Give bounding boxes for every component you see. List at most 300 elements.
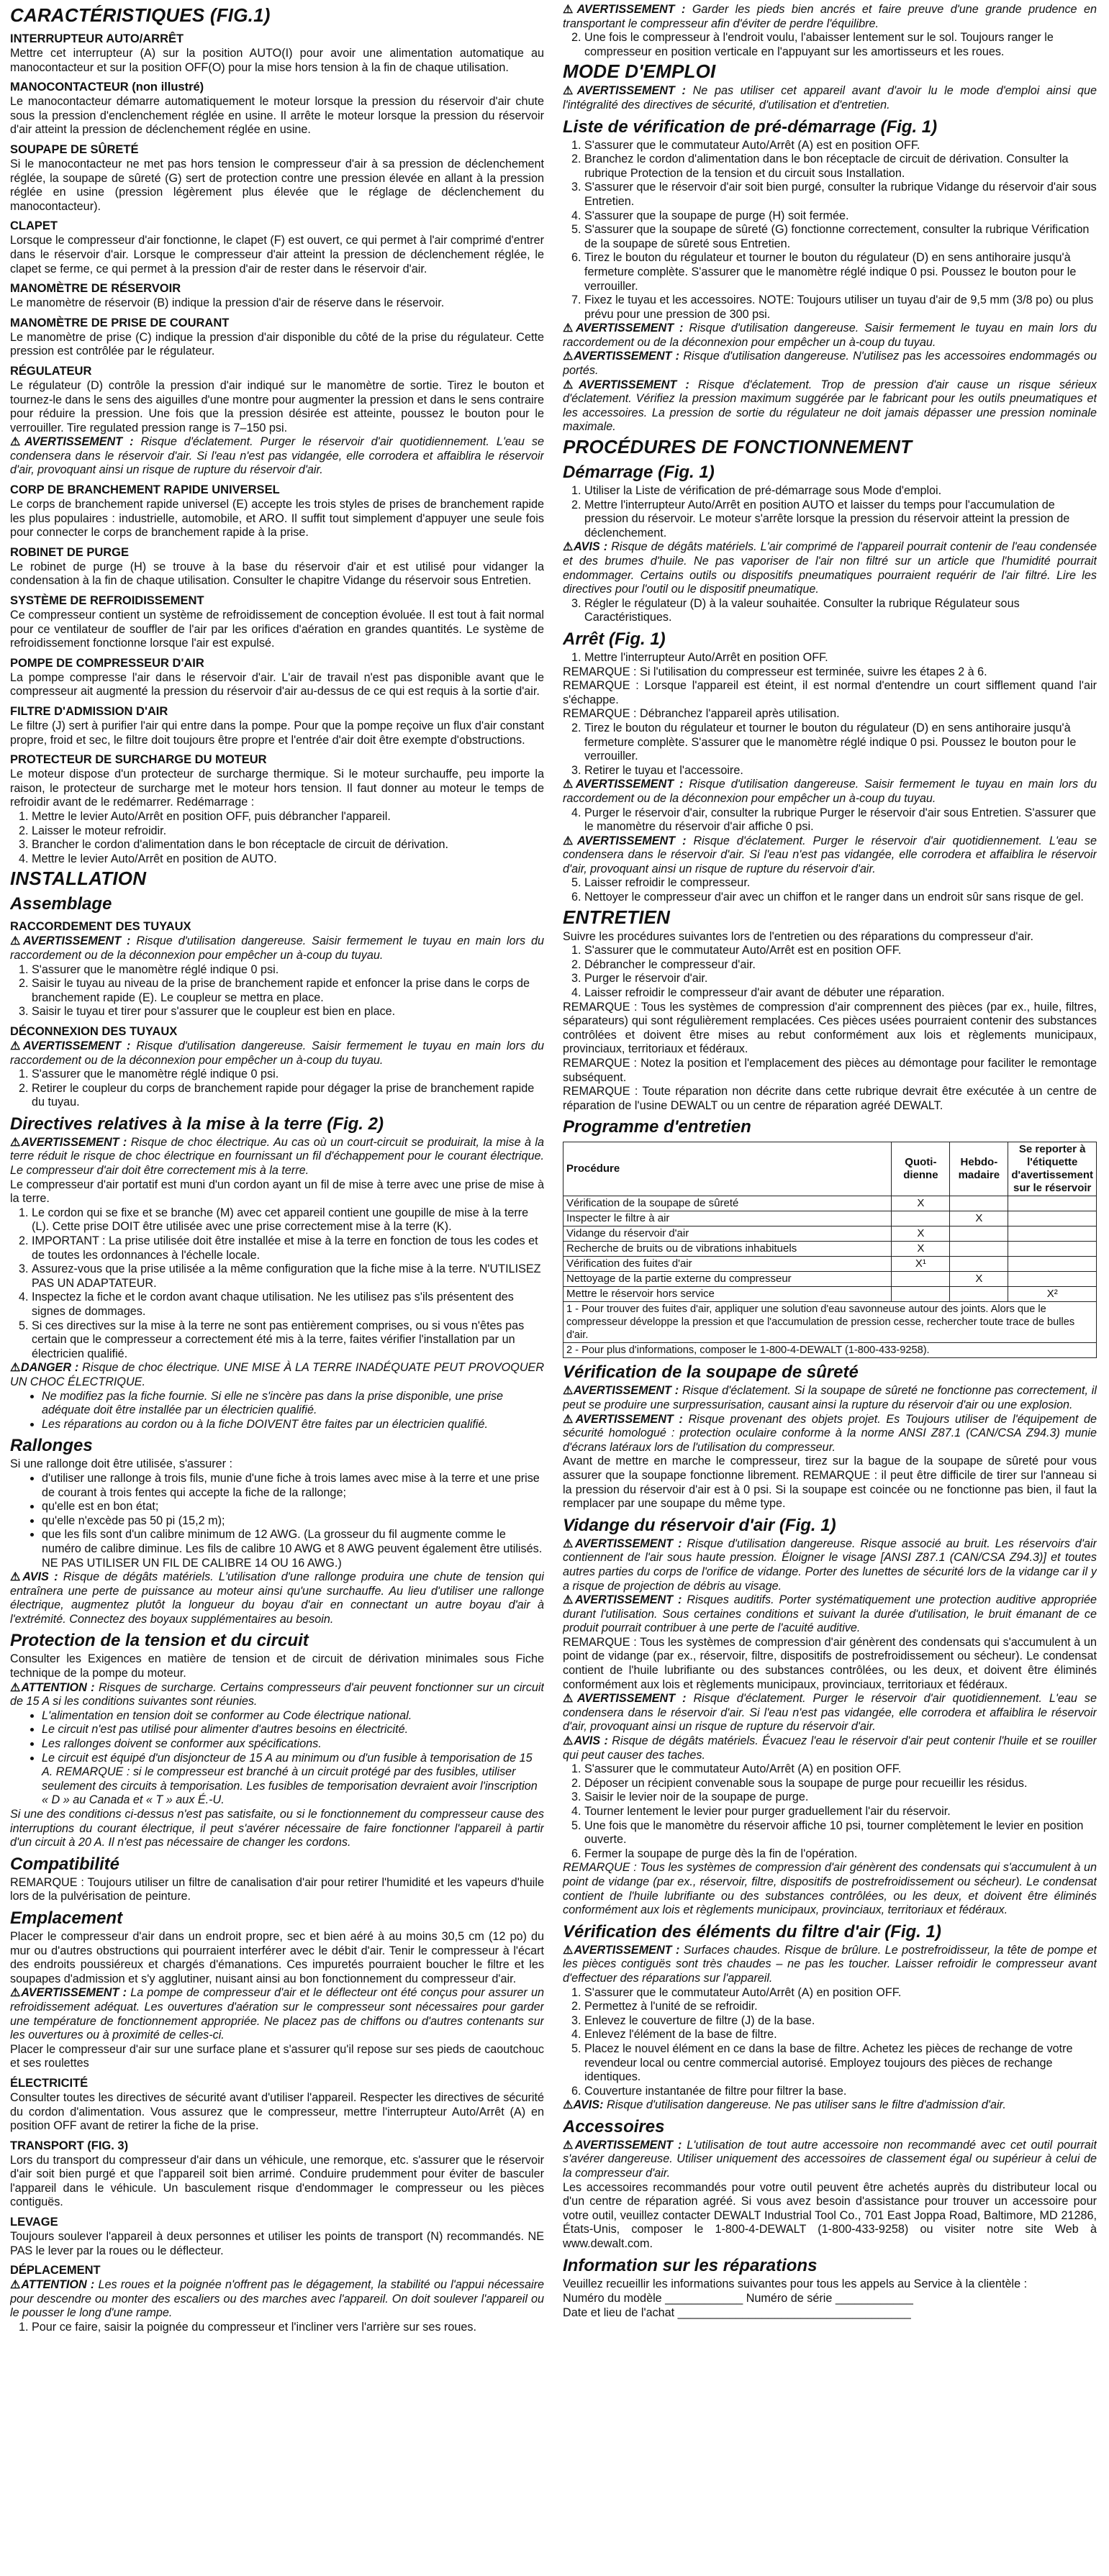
step-item: 6. Nettoyer le compresseur d'air avec un chiffon et le ranger dans un endroit sûr sans risque de gel. [584, 891, 1097, 905]
step-item: 4. Mettre le levier Auto/Arrêt en position de AUTO. [32, 852, 544, 867]
step-item: 1. Utiliser la Liste de vérification de pré-démarrage sous Mode d'emploi. [584, 484, 1097, 499]
warning-triangle-icon: ⚠ [10, 1986, 22, 2000]
warning-text: Risques de surcharge. Certains compresseurs d'air peuvent fonctionner sur un circuit de 15 A si les conditions suivantes sont réunies. [10, 1680, 544, 1708]
procedure-cell: Vérification de la soupape de sûreté [563, 1196, 892, 1211]
maintenance-table [563, 1142, 1097, 1358]
procedure-cell: Recherche de bruits ou de vibrations inhabituels [563, 1242, 892, 1257]
warning-label: AVERTISSEMENT : [575, 322, 684, 335]
warning-triangle-icon: ⚠ [10, 934, 23, 948]
paragraph: Le manomètre de réservoir (B) indique la pression d'air de réserve dans le réservoir. [10, 296, 445, 310]
warning-text: Risque d'utilisation dangereuse. N'utilisez pas les accessoires endommagés ou portés. [563, 350, 1097, 378]
warning-triangle-icon: ⚠ [563, 1692, 577, 1706]
bullet-item: • Les réparations au cordon ou à la fiche DOIVENT être faites par un électricien qualifié. [42, 1418, 544, 1432]
warning-label: AVERTISSEMENT : [576, 84, 686, 98]
warning-notice [10, 435, 544, 478]
warning-triangle-icon: ⚠ [563, 834, 577, 847]
paragraph: Le filtre (J) sert à purifier l'air qui entre dans la pompe. Pour que la pompe reçoive un flux d'air constant propre, froid et sec, le filtre doit toujours être propre et l'entrée d'air doit être exempte d'obstructions. [10, 719, 544, 747]
paragraph: Avant de mettre en marche le compresseur, tirez sur la bague de la soupape de sûreté pour vous assurer que la soupape fonctionne librement. REMARQUE : il peut être difficile de tirer sur l'anneau si la pression du réservoir d'air est à 0 psi. Si la soupape est coincée ou ne fonctionne pas bien, il faut la remplacer par une soupape du même type. [563, 1455, 1097, 1511]
warning-label: AVERTISSEMENT : [21, 1986, 127, 2000]
numbered-steps [563, 597, 1097, 625]
procedure-cell: Nettoyage de la partie externe du compresseur [563, 1272, 892, 1287]
info-field-line: Numéro du modèle ____________ Numéro de série ____________ [563, 2292, 913, 2306]
warning-notice [10, 1039, 544, 1068]
subsection-title: Arrêt (Fig. 1) [563, 629, 666, 649]
frequency-cell [1008, 1272, 1097, 1287]
table-header-row [563, 1142, 1097, 1196]
table-note-row [563, 1302, 1097, 1343]
step-item: 6. Couverture instantanée de filtre pour filtrer la base. [584, 2085, 1097, 2099]
warning-triangle-icon: ⚠ [563, 84, 577, 98]
warning-notice [563, 1692, 1097, 1734]
warning-text: Risque de choc électrique. Au cas où un court-circuit se produirait, la mise à la terre réduit le risque de choc électrique en fournissant un fil d'échappement pour le courant électrique. Le compresseur d'air doit être correctement mis à la terre. [10, 1135, 544, 1178]
column-header: Quoti-dienne [892, 1142, 950, 1196]
bullet-item: • L'alimentation en tension doit se conformer au Code électrique national. [42, 1709, 544, 1724]
paragraph: Placer le compresseur d'air sur une surface plane et s'assurer qu'il repose sur ses pieds de caoutchouc et ses roulettes [10, 2042, 544, 2070]
step-item: 1. Le cordon qui se fixe et se branche (M) avec cet appareil contient une goupille de mise à la terre (L). Cette prise DOIT être utilisée avec une prise correctement mise à la terre (K). [32, 1206, 544, 1234]
numbered-steps [563, 944, 1097, 1000]
warning-label: AVERTISSEMENT : [573, 1384, 679, 1398]
numbered-steps [563, 1986, 1097, 2099]
paragraph: Le manomètre de prise (C) indique la pression d'air disponible du côté de la prise du régulateur. Cette pression est contrôlée par le régulateur. [10, 330, 544, 358]
warning-label: DANGER : [20, 1361, 79, 1375]
numbered-steps [10, 963, 544, 1019]
step-item: 2. Déposer un récipient convenable sous la soupape de purge pour recueillir les résidus. [584, 1777, 1097, 1791]
step-item: 2. Tirez le bouton du régulateur et tourner le bouton du régulateur (D) en sens antihoraire jusqu'à fermeture complète. S'assurer que le manomètre réglé indique 0 psi. Poussez le bouton pour le verrouiller. [584, 722, 1097, 764]
frequency-cell [1008, 1226, 1097, 1242]
warning-notice [10, 2278, 544, 2321]
step-item: 4. Enlevez l'élément de la base de filtre. [584, 2028, 1097, 2042]
warning-notice [563, 2139, 1097, 2181]
warning-notice [10, 1681, 544, 1709]
step-item: 2. IMPORTANT : La prise utilisée doit être installée et mise à la terre en fonction de tous les codes et de toutes les ordonnances à l'échelle locale. [32, 1234, 544, 1262]
feature-heading: SYSTÈME DE REFROIDISSEMENT [10, 594, 204, 608]
table-row [563, 1287, 1097, 1302]
column-header: Se reporter à l'étiquette d'avertissement sur le réservoir [1008, 1142, 1097, 1196]
step-item: 3. Brancher le cordon d'alimentation dans le bon réceptacle de circuit de dérivation. [32, 838, 544, 852]
step-item: 4. Laisser refroidir le compresseur d'air avant de débuter une réparation. [584, 986, 1097, 1001]
warning-label: AVERTISSEMENT : [579, 378, 689, 391]
warning-triangle-icon: ⚠ [563, 540, 574, 554]
warning-triangle-icon: ⚠ [563, 1943, 574, 1957]
warning-triangle-icon: ⚠ [563, 350, 574, 363]
warning-label: AVERTISSEMENT : [22, 1039, 131, 1052]
frequency-cell [950, 1287, 1008, 1302]
warning-triangle-icon: ⚠ [563, 1734, 574, 1748]
warning-text: Risque d'éclatement. Trop de pression d'air cause un risque sérieux d'éclatement. Vérifiez la pression maximum suggérée par le fabricant pour les outils pneumatiques et les accessoires. La pression de sortie du régulateur ne doit jamais dépasser une pression nominale maximale. [563, 378, 1097, 434]
column-header: Procédure [563, 1142, 892, 1196]
bullet-item: • Le circuit n'est pas utilisé pour alimenter d'autres besoins en électricité. [42, 1723, 544, 1737]
warning-triangle-icon: ⚠ [10, 1361, 21, 1375]
warning-text: Ne pas utiliser cet appareil avant d'avoir lu le mode d'emploi ainsi que l'intégralité des directives de sécurité, d'utilisation et d'entretien. [563, 84, 1097, 111]
paragraph: REMARQUE : Notez la position et l'emplacement des pièces au démontage pour faciliter le remontage subséquent. [563, 1057, 1097, 1084]
left-column [10, 3, 544, 2576]
paragraph: REMARQUE : Débranchez l'appareil après utilisation. [563, 707, 840, 721]
warning-label: ATTENTION : [21, 1680, 95, 1694]
warning-notice [563, 1944, 1097, 1986]
warning-triangle-icon: ⚠ [10, 435, 24, 449]
subsection-title: Assemblage [10, 894, 112, 914]
frequency-cell: X [892, 1226, 950, 1242]
warning-label: AVERTISSEMENT : [574, 1593, 682, 1607]
step-item: 1. Mettre le levier Auto/Arrêt en position OFF, puis débrancher l'appareil. [32, 810, 544, 824]
subsection-title: Vidange du réservoir d'air (Fig. 1) [563, 1515, 836, 1535]
paragraph: REMARQUE : Tous les systèmes de compression d'air génèrent des condensats qui s'accumulent à un point de vidange (par ex., réservoir, filtre, dispositifs de postrefroidissement ou sécheur). Le condensat contient de l'huile lubrifiante ou des substances contrôlées, ou les deux, et doivent être éliminés conformément aux lois et règlements municipaux, provinciaux, territoriaux et fédéraux. [563, 1635, 1097, 1691]
bullet-item: • d'utiliser une rallonge à trois fils, munie d'une fiche à trois lames avec mise à la terre et une prise de courant à trois fentes qui accepte la fiche de la rallonge; [42, 1472, 544, 1500]
step-item: 3. Retirer le tuyau et l'accessoire. [584, 764, 1097, 778]
warning-text: Risque de dégâts matériels. L'utilisation d'une rallonge produira une chute de tension qui entraînera une perte de puissance au moteur ainsi qu'une surchauffe. Au lieu d'utiliser une rallonge électrique, augmentez plutôt la longueur du boyau d'air en connectant un autre boyau d'air à l'extrémité. Connectez des boyaux supplémentaires au besoin. [10, 1570, 544, 1626]
warning-text: Garder les pieds bien ancrés et faire preuve d'une grande prudence en transportant le compresseur afin d'éviter de perdre l'équilibre. [563, 3, 1097, 30]
paragraph: REMARQUE : Si l'utilisation du compresseur est terminée, suivre les étapes 2 à 6. [563, 665, 987, 678]
feature-heading: ÉLECTRICITÉ [10, 2076, 89, 2090]
warning-notice [563, 350, 1097, 378]
paragraph: Toujours soulever l'appareil à deux personnes et utiliser les points de transport (N) recommandés. NE PAS le lever par la roues ou le déflecteur. [10, 2230, 544, 2257]
warning-triangle-icon: ⚠ [563, 1412, 576, 1426]
warning-notice [563, 778, 1097, 806]
step-item: 2. Débrancher le compresseur d'air. [584, 958, 1097, 973]
numbered-steps [563, 651, 1097, 665]
step-item: 5. Une fois que le manomètre du réservoir affiche 10 psi, tourner complètement le levier en position ouverte. [584, 1819, 1097, 1847]
feature-heading: MANOMÈTRE DE RÉSERVOIR [10, 282, 181, 296]
frequency-cell: X [950, 1272, 1008, 1287]
warning-label: AVERTISSEMENT : [575, 778, 684, 791]
warning-label: AVIS: [573, 2098, 604, 2112]
warning-triangle-icon: ⚠ [563, 378, 579, 391]
numbered-steps [563, 31, 1097, 59]
step-item: 5. Placez le nouvel élément en ce dans la base de filtre. Achetez les pièces de rechange de votre revendeur local ou centre commercial autorisé. Employez toujours des pièces de rechange identiques. [584, 2042, 1097, 2085]
paragraph: Le régulateur (D) contrôle la pression d'air indiqué sur le manomètre de sortie. Tirez le bouton et tournez-le dans le sens des aiguilles d'une montre pour augmenter la pression et dans le sens contraire pour réduire la pression. Une fois que la pression désirée est atteinte, poussez le bouton pour le verrouiller. Tire regulated pression range is 7–150 psi. [10, 378, 544, 434]
paragraph: Si une rallonge doit être utilisée, s'assurer : [10, 1457, 233, 1471]
warning-label: ATTENTION : [21, 2278, 95, 2292]
table-row [563, 1242, 1097, 1257]
bullet-item: • qu'elle n'excède pas 50 pi (15,2 m); [42, 1514, 544, 1529]
paragraph: Lorsque le compresseur d'air fonctionne, le clapet (F) est ouvert, ce qui permet à l'air comprimé d'entrer dans le réservoir d'air. Lorsque le compresseur d'air atteint la pression de déclenchement réglée, le clapet se ferme, ce qui permet à la pression d'air de rester dans le réservoir d'air. [10, 234, 544, 276]
warning-triangle-icon: ⚠ [563, 322, 576, 335]
paragraph: Si le manocontacteur ne met pas hors tension le compresseur d'air à sa pression de déclenchement réglée, la soupape de sûreté (G) sert de protection contre une pression élevée en allant à la pression réglée en usine (pression légèrement plus élevée que le réglage de déclenchement du manocontacteur). [10, 157, 544, 213]
warning-label: AVERTISSEMENT : [24, 435, 134, 449]
feature-heading: MANOCONTACTEUR (non illustré) [10, 81, 204, 94]
warning-notice [10, 1986, 544, 2042]
warning-label: AVERTISSEMENT : [576, 834, 687, 847]
numbered-steps [10, 1068, 544, 1110]
warning-text: Risque d'utilisation dangereuse. Ne pas utiliser sans le filtre d'admission d'air. [607, 2098, 1006, 2112]
step-item: 2. Branchez le cordon d'alimentation dans le bon réceptacle de circuit de dérivation. Consulter la rubrique Protection de la tension et du circuit sous Installation. [584, 153, 1097, 181]
step-item: 4. Purger le réservoir d'air, consulter la rubrique Purger le réservoir d'air sous Entretien. S'assurer que le manomètre du réservoir d'air affiche 0 psi. [584, 806, 1097, 834]
step-item: 1. S'assurer que le commutateur Auto/Arrêt (A) en position OFF. [584, 1762, 1097, 1777]
step-item: 5. Laisser refroidir le compresseur. [584, 876, 1097, 891]
step-item: 1. Pour ce faire, saisir la poignée du compresseur et l'incliner vers l'arrière sur ses roues. [32, 2321, 544, 2335]
step-item: 2. Une fois le compresseur à l'endroit voulu, l'abaisser lentement sur le sol. Toujours ranger le compresseur en position verticale en l'appuyant sur les amortisseurs et les roues. [584, 31, 1097, 59]
warning-label: AVERTISSEMENT : [22, 934, 131, 948]
feature-heading: RACCORDEMENT DES TUYAUX [10, 920, 191, 934]
bullet-item: • Le circuit est équipé d'un disjoncteur de 15 A au minimum ou d'un fusible à temporisation de 15 A. REMARQUE : si le compresseur est branché à un circuit protégé par des fusibles, utiliser seulement des circuits à temporisation. Les fusibles de temporisation devraient avoir l'inscription « D » au Canada et « T » aux É.-U. [42, 1752, 544, 1808]
step-item: 1. S'assurer que le manomètre réglé indique 0 psi. [32, 1068, 544, 1082]
numbered-steps [563, 1762, 1097, 1861]
numbered-steps [563, 722, 1097, 778]
warning-notice [563, 2098, 1097, 2113]
paragraph: REMARQUE : Toujours utiliser un filtre de canalisation d'air pour retirer l'humidité et les vapeurs d'huile lors de la pulvérisation de peinture. [10, 1875, 544, 1903]
step-item: 5. S'assurer que la soupape de sûreté (G) fonctionne correctement, consulter la rubrique Vérification de la soupape de sûreté sous Entretien. [584, 223, 1097, 251]
frequency-cell: X¹ [892, 1257, 950, 1272]
paragraph: Ce compresseur contient un système de refroidissement de conception évoluée. Il est tout à fait normal pour ce ventilateur de souffler de l'air par les orifices d'aération en grandes quantités. Le système de refroidissement fonctionne lorsque l'air est expulsé. [10, 609, 544, 650]
warning-label: AVIS : [574, 540, 608, 554]
warning-triangle-icon: ⚠ [563, 778, 576, 791]
warning-triangle-icon: ⚠ [563, 1537, 576, 1550]
frequency-cell [1008, 1257, 1097, 1272]
step-item: 2. Mettre l'interrupteur Auto/Arrêt en position AUTO et laisser du temps pour l'accumulation de pression du réservoir. Le moteur s'arrête lorsque la pression du réservoir atteint la pression de déclenchement. [584, 499, 1097, 541]
warning-text: Risques auditifs. Porter systématiquement une protection auditive appropriée durant l'utilisation. Sous certaines conditions et suivant la durée d'utilisation, le bruit émanant de ce produit pourrait contribuer à une perte de l'acuité auditive. [563, 1593, 1097, 1635]
warning-notice [563, 378, 1097, 434]
paragraph: Le compresseur d'air portatif est muni d'un cordon ayant un fil de mise à terre avec une prise de mise à la terre. [10, 1178, 544, 1206]
bullet-item: • qu'elle est en bon état; [42, 1500, 544, 1514]
subsection-title: Vérification de la soupape de sûreté [563, 1362, 859, 1383]
warning-text: Risque d'éclatement. Purger le réservoir d'air quotidiennement. L'eau se condensera dans le réservoir d'air. Si l'eau n'est pas vidangée, elle corrodera et affaiblira le réservoir d'air, provoquant ainsi un risque de rupture du réservoir d'air. [10, 435, 544, 477]
warning-text: La pompe de compresseur d'air et le déflecteur ont été conçus pour assurer un refroidissement adéquat. Les ouvertures d'aération sur le compresseur sont nécessaires pour garder une température de fonctionnement appropriée. Ne placez pas de chiffons ou d'autres contenants sur les ouvertures ou à proximité de celles-ci. [10, 1986, 544, 2042]
warning-text: Risque de choc électrique. UNE MISE À LA TERRE INADÉQUATE PEUT PROVOQUER UN CHOC ÉLECTRIQUE. [10, 1361, 544, 1388]
frequency-cell [1008, 1196, 1097, 1211]
italic-notice: REMARQUE : Tous les systèmes de compression d'air génèrent des condensats qui s'accumulent à un point de vidange (par ex., réservoir, filtre, dispositifs de postrefroidissement ou sécheur). Le condensat contient de l'huile lubrifiante ou des substances contrôlées, ou les deux, et doivent être éliminés conformément aux lois et règlements municipaux, provinciaux, territoriaux et fédéraux. [563, 1861, 1097, 1917]
frequency-cell [892, 1287, 950, 1302]
feature-heading: LEVAGE [10, 2216, 58, 2229]
warning-notice [10, 1570, 544, 1626]
frequency-cell [1008, 1211, 1097, 1226]
paragraph: Consulter toutes les directives de sécurité avant d'utiliser l'appareil. Respecter les directives de sécurité du cordon d'alimentation. Vous assurez que le compresseur, mettre l'interrupteur Auto/Arrêt (A) en position OFF avant de retirer la fiche de la prise. [10, 2090, 544, 2133]
warning-notice [563, 540, 1097, 596]
warning-text: Risque de dégâts matériels. Évacuez l'eau le réservoir d'air peut contenir l'huile et se rouiller qui peut causer des taches. [563, 1734, 1097, 1762]
paragraph: Le robinet de purge (H) se trouve à la base du réservoir d'air et est utilisé pour vidanger la condensation à la fin de chaque utilisation. Consulter le chapitre Vidange du réservoir sous Entretien. [10, 560, 544, 588]
warning-notice [10, 934, 544, 962]
paragraph: Consulter les Exigences en matière de tension et de circuit de dérivation minimales sous Fiche technique de la pompe du moteur. [10, 1652, 544, 1680]
warning-notice [563, 3, 1097, 31]
frequency-cell: X² [1008, 1287, 1097, 1302]
warning-text: L'utilisation de tout autre accessoire non recommandé avec cet outil pourrait s'avérer dangereuse. Utiliser uniquement des accessoires de classement égal ou supérieur à celui de la compresseur d'air. [563, 2138, 1097, 2180]
warning-triangle-icon: ⚠ [10, 1680, 22, 1694]
warning-text: Risque d'éclatement. Si la soupape de sûreté ne fonctionne pas correctement, il peut se produire une surpressurisation, causant ainsi la rupture du réservoir d'air ou une explosion. [563, 1384, 1097, 1411]
warning-notice [563, 1413, 1097, 1455]
step-item: 1. S'assurer que le commutateur Auto/Arrêt (A) en position OFF. [584, 1986, 1097, 2001]
procedure-cell: Inspecter le filtre à air [563, 1211, 892, 1226]
bullet-item: • que les fils sont d'un calibre minimum de 12 AWG. (La grosseur du fil augmente comme le numéro de calibre diminue. Les fils de calibre 10 AWG et 8 AWG peuvent également être utilisés. NE PAS UTILISER UN FIL DE CALIBRE 14 OU 16 AWG.) [42, 1528, 544, 1570]
feature-heading: CORP DE BRANCHEMENT RAPIDE UNIVERSEL [10, 483, 280, 497]
step-item: 3. Assurez-vous que la prise utilisée a la même configuration que la fiche mise à la terre. N'UTILISEZ PAS UN ADAPTATEUR. [32, 1262, 544, 1291]
warning-label: AVERTISSEMENT : [575, 1412, 683, 1426]
feature-heading: INTERRUPTEUR AUTO/ARRÊT [10, 32, 184, 45]
warning-notice [563, 1537, 1097, 1593]
feature-heading: PROTECTEUR DE SURCHARGE DU MOTEUR [10, 753, 267, 767]
step-item: 3. Purger le réservoir d'air. [584, 972, 1097, 986]
warning-notice [10, 1136, 544, 1178]
paragraph: Le moteur dispose d'un protecteur de surcharge thermique. Si le moteur surchauffe, peu importe la raison, le protecteur de surcharge met le moteur hors tension. Il faut donner au moteur le temps de refroidir avant de le redémarrer. Redémarrage : [10, 768, 544, 809]
paragraph: REMARQUE : Lorsque l'appareil est éteint, il est normal d'entendre un court sifflement quand l'air s'échappe. [563, 679, 1097, 706]
paragraph: Mettre cet interrupteur (A) sur la position AUTO(I) pour avoir une alimentation automatique au manocontacteur et sur la position OFF(O) pour la mise hors tension à la fin de chaque utilisation. [10, 47, 544, 74]
step-item: 6. Fermer la soupape de purge dès la fin de l'opération. [584, 1847, 1097, 1862]
warning-label: AVERTISSEMENT : [575, 1537, 682, 1550]
frequency-cell: X [892, 1242, 950, 1257]
feature-heading: SOUPAPE DE SÛRETÉ [10, 142, 139, 156]
step-item: 4. Tourner lentement le levier pour purger graduellement l'air du réservoir. [584, 1805, 1097, 1819]
frequency-cell [950, 1196, 1008, 1211]
warning-text: Les roues et la poignée n'offrent pas le dégagement, la stabilité ou l'appui nécessaire pour descendre ou monter des escaliers ou des marches avec l'appareil. On doit soulever l'appareil ou le pousser le long d'une rampe. [10, 2278, 544, 2320]
warning-notice [563, 834, 1097, 877]
bullet-list [10, 1390, 544, 1432]
warning-text: Risque provenant des objets projet. Es Toujours utiliser de l'équipement de sécurité homologué : protection oculaire conforme à la norme ANSI Z87.1 (CAN/CSA Z94.3) munie d'écrans latéraux lors de l'utilisation du compresseur. [563, 1412, 1097, 1454]
paragraph: REMARQUE : Toute réparation non décrite dans cette rubrique devrait être exécutée à un centre de réparation de l'usine DEWALT ou un centre de réparation agréé DEWALT. [563, 1085, 1097, 1112]
warning-notice [10, 1361, 544, 1389]
step-item: 3. Enlevez le couverture de filtre (J) de la base. [584, 2014, 1097, 2029]
step-item: 3. Régler le régulateur (D) à la valeur souhaitée. Consulter la rubrique Régulateur sous Caractéristiques. [584, 597, 1097, 625]
frequency-cell [892, 1272, 950, 1287]
subsection-title: Directives relatives à la mise à la terre (Fig. 2) [10, 1114, 384, 1134]
warning-triangle-icon: ⚠ [10, 1039, 23, 1052]
paragraph: Les accessoires recommandés pour votre outil peuvent être achetés auprès du distributeur local ou d'un centre de réparation agréé. Si vous avez besoin d'assistance pour trouver un accessoire pour votre outil, veuillez contacter DEWALT Industrial Tool Co., 701 East Joppa Road, Baltimore, MD 21286, États-Unis, composer le 1-800-4-DEWALT (1-800-433-9258) ou visiter notre site Web à www.dewalt.com. [563, 2180, 1097, 2251]
warning-text: Risque de dégâts matériels. L'air comprimé de l'appareil pourrait contenir de l'eau condensée et des brumes d'huile. Ne pas vaporiser de l'air non filtré sur un article que l'humidité pourrait endommager. Certains outils ou dispositifs pneumatiques pourraient requérir de l'air filtré. Lire les directives pour l'outil ou le dispositif pneumatique. [563, 540, 1097, 596]
step-item: 5. Si ces directives sur la mise à la terre ne sont pas entièrement comprises, ou si vous n'êtes pas certain que le compresseur a correctement été mis à la terre, faites vérifier l'installation par un électricien qualifié. [32, 1319, 544, 1362]
warning-triangle-icon: ⚠ [563, 1384, 574, 1398]
italic-notice: Si une des conditions ci-dessus n'est pas satisfaite, ou si le fonctionnement du compresseur cause des interruptions du courant électrique, il peut s'avérer nécessaire de faire fonctionner l'appareil à partir d'un circuit à 20 A. Il n'est pas nécessaire de changer les cordons. [10, 1808, 544, 1849]
warning-text: Risque d'utilisation dangereuse. Saisir fermement le tuyau en main lors du raccordement ou de la déconnexion pour empêcher un à-coup du tuyau. [563, 778, 1097, 805]
subsection-title: Information sur les réparations [563, 2255, 818, 2275]
subsection-title: Démarrage (Fig. 1) [563, 463, 715, 483]
column-header: Hebdo-madaire [950, 1142, 1008, 1196]
table-footnote: 1 - Pour trouver des fuites d'air, appliquer une solution d'eau savonneuse autour des joints. Alors que le compresseur développe la pression et que l'accumulation de pression cesse, rechercher toute trace de bulles d'air. [563, 1302, 1097, 1343]
paragraph: Placer le compresseur d'air dans un endroit propre, sec et bien aéré à au moins 30,5 cm (12 po) du mur ou d'autres obstructions qui pourraient interférer avec le débit d'air. Tenir le compresseur à l'écart des endroits poussiéreux et chargés d'émanations. Ces impuretés pourraient boucher le filtre et les soupapes d'admission et s'y agglutiner, nuisant ainsi au bon fonctionnement du compresseur d'air. [10, 1929, 544, 1985]
warning-label: AVERTISSEMENT : [576, 1692, 687, 1706]
step-item: 3. S'assurer que le réservoir d'air soit bien purgé, consulter la rubrique Vidange du réservoir d'air sous Entretien. [584, 181, 1097, 209]
subsection-title: Programme d'entretien [563, 1117, 751, 1137]
numbered-steps [10, 1206, 544, 1362]
table-row [563, 1196, 1097, 1211]
subsection-title: Vérification des éléments du filtre d'air (Fig. 1) [563, 1921, 941, 1942]
section-title: MODE D'EMPLOI [563, 60, 716, 83]
warning-text: Risque d'utilisation dangereuse. Risque associé au bruit. Les réservoirs d'air contiennent de l'air sous haute pression. Éloigner le visage [ANSI Z87.1 (CAN/CSA Z94.3)] et toutes autres parties du corps de l'orifice de vidange. Porter des lunettes de sécurité lors de la vidange car il y a risque de projection de débris au visage. [563, 1537, 1097, 1593]
frequency-cell [1008, 1242, 1097, 1257]
step-item: 2. Permettez à l'unité de se refroidir. [584, 2000, 1097, 2014]
info-field-line: Date et lieu de l'achat ____________________________________ [563, 2306, 911, 2320]
warning-triangle-icon: ⚠ [10, 2278, 22, 2292]
step-item: 2. Saisir le tuyau au niveau de la prise de branchement rapide et enfoncer la prise dans le corps de branchement rapide (E). Le coupleur se mettra en place. [32, 977, 544, 1005]
warning-triangle-icon: ⚠ [563, 3, 577, 16]
step-item: 2. Laisser le moteur refroidir. [32, 824, 544, 839]
warning-triangle-icon: ⚠ [563, 2138, 575, 2152]
frequency-cell: X [950, 1211, 1008, 1226]
warning-triangle-icon: ⚠ [10, 1135, 22, 1149]
warning-label: AVIS : [574, 1734, 608, 1748]
feature-heading: DÉPLACEMENT [10, 2264, 101, 2277]
step-item: 4. S'assurer que la soupape de purge (H) soit fermée. [584, 209, 1097, 224]
section-title: CARACTÉRISTIQUES (FIG.1) [10, 4, 271, 26]
subsection-title: Accessoires [563, 2116, 665, 2136]
numbered-steps [563, 876, 1097, 904]
right-column [563, 3, 1097, 2576]
paragraph: La pompe compresse l'air dans le réservoir d'air. L'air de travail n'est pas disponible avant que le compresseur ait augmenté la pression du réservoir d'air au-dessus de ce qui est requis à la sortie d'air. [10, 670, 544, 698]
frequency-cell [892, 1211, 950, 1226]
subsection-title: Liste de vérification de pré-démarrage (Fig. 1) [563, 117, 938, 137]
numbered-steps [563, 139, 1097, 322]
warning-notice [563, 1593, 1097, 1636]
subsection-title: Protection de la tension et du circuit [10, 1631, 309, 1651]
warning-notice [563, 322, 1097, 350]
paragraph: Lors du transport du compresseur d'air dans un véhicule, une remorque, etc. s'assurer que le réservoir d'air soit bien purgé et que l'appareil soit bien arrimé. Conduire prudemment pour éviter de basculer l'appareil dans le véhicule. Un basculement risque d'endommager le compresseur ou les pièces contiguës. [10, 2153, 544, 2209]
frequency-cell [950, 1257, 1008, 1272]
bullet-list [10, 1709, 544, 1808]
step-item: 4. Inspectez la fiche et le cordon avant chaque utilisation. Ne les utilisez pas s'ils présentent des signes de dommages. [32, 1291, 544, 1319]
table-row [563, 1211, 1097, 1226]
step-item: 2. Retirer le coupleur du corps de branchement rapide pour dégager la prise de branchement rapide du tuyau. [32, 1082, 544, 1110]
warning-label: AVERTISSEMENT : [574, 1943, 680, 1957]
feature-heading: RÉGULATEUR [10, 364, 92, 378]
table-row [563, 1257, 1097, 1272]
table-note-row [563, 1343, 1097, 1358]
warning-text: Risque d'éclatement. Purger le réservoir d'air quotidiennement. L'eau se condensera dans le réservoir d'air. Si l'eau n'est pas vidangée, elle corrodera et affaiblira le réservoir d'air, provoquant ainsi un risque de rupture du réservoir d'air. [563, 1692, 1097, 1734]
feature-heading: TRANSPORT (FIG. 3) [10, 2139, 129, 2152]
warning-text: Risque d'utilisation dangereuse. Saisir fermement le tuyau en main lors du raccordement ou de la déconnexion pour empêcher un à-coup du tuyau. [563, 322, 1097, 349]
step-item: 6. Tirez le bouton du régulateur et tourner le bouton du régulateur (D) en sens antihoraire jusqu'à fermeture complète. S'assurer que le manomètre réglé indique 0 psi. Poussez le bouton pour le verrouiller. [584, 251, 1097, 293]
numbered-steps [10, 2321, 544, 2335]
feature-heading: MANOMÈTRE DE PRISE DE COURANT [10, 316, 230, 329]
warning-label: AVERTISSEMENT : [574, 2138, 682, 2152]
warning-text: Risque d'utilisation dangereuse. Saisir fermement le tuyau en main lors du raccordement ou de la déconnexion pour empêcher un à-coup du tuyau. [10, 934, 544, 962]
procedure-cell: Mettre le réservoir hors service [563, 1287, 892, 1302]
warning-notice [563, 1734, 1097, 1762]
subsection-title: Compatibilité [10, 1854, 120, 1874]
section-title: ENTRETIEN [563, 906, 671, 928]
frequency-cell [950, 1242, 1008, 1257]
step-item: 1. S'assurer que le manomètre réglé indique 0 psi. [32, 963, 544, 978]
warning-triangle-icon: ⚠ [563, 2098, 574, 2112]
step-item: 1. Mettre l'interrupteur Auto/Arrêt en position OFF. [584, 651, 1097, 665]
table-footnote: 2 - Pour plus d'informations, composer le 1-800-4-DEWALT (1-800-433-9258). [563, 1343, 1097, 1358]
warning-label: AVERTISSEMENT : [574, 350, 680, 363]
table-row [563, 1226, 1097, 1242]
paragraph: Veuillez recueillir les informations suivantes pour tous les appels au Service à la clientèle : [563, 2277, 1028, 2290]
feature-heading: POMPE DE COMPRESSEUR D'AIR [10, 656, 204, 670]
step-item: 1. S'assurer que le commutateur Auto/Arrêt est en position OFF. [584, 944, 1097, 958]
warning-label: AVERTISSEMENT : [21, 1135, 127, 1149]
paragraph: Le manocontacteur démarre automatiquement le moteur lorsque la pression du réservoir d'air chute sous la pression d'enclenchement réglée en usine. Il arrête le moteur lorsque la pression du réservoir d'air atteint la pression de déclenchement réglée en usine. [10, 95, 544, 137]
warning-text: Risque d'éclatement. Purger le réservoir d'air quotidiennement. L'eau se condensera dans le réservoir d'air. Si l'eau n'est pas vidangée, elle corrodera et affaiblira le réservoir d'air, provoquant ainsi un risque de rupture du réservoir d'air. [563, 834, 1097, 875]
warning-text: Surfaces chaudes. Risque de brûlure. Le postrefroidisseur, la tête de pompe et les pièces contiguës sont très chaudes – ne pas les toucher. Laisser refroidir le compresseur avant d'effectuer des réparations sur l'appareil. [563, 1943, 1097, 1985]
step-item: 3. Saisir le levier noir de la soupape de purge. [584, 1790, 1097, 1805]
warning-notice [563, 84, 1097, 112]
warning-label: AVERTISSEMENT : [576, 3, 686, 16]
section-title: PROCÉDURES DE FONCTIONNEMENT [563, 436, 913, 458]
feature-heading: ROBINET DE PURGE [10, 545, 130, 559]
feature-heading: CLAPET [10, 219, 58, 233]
bullet-item: • Ne modifiez pas la fiche fournie. Si elle ne s'incère pas dans la prise disponible, une prise adéquate doit être installée par un électricien qualifié. [42, 1390, 544, 1418]
subsection-title: Emplacement [10, 1908, 123, 1928]
section-title: INSTALLATION [10, 868, 147, 890]
frequency-cell [950, 1226, 1008, 1242]
feature-heading: DÉCONNEXION DES TUYAUX [10, 1024, 178, 1038]
paragraph: Suivre les procédures suivantes lors de l'entretien ou des réparations du compresseur d'air. [563, 929, 1034, 943]
feature-heading: FILTRE D'ADMISSION D'AIR [10, 705, 168, 718]
numbered-steps [563, 806, 1097, 834]
numbered-steps [563, 484, 1097, 540]
subsection-title: Rallonges [10, 1436, 93, 1456]
numbered-steps [10, 810, 544, 866]
step-item: 7. Fixez le tuyau et les accessoires. NOTE: Toujours utiliser un tuyau d'air de 9,5 mm (3/8 po) ou plus prévu pour une pression de 300 psi. [584, 293, 1097, 322]
bullet-item: • Les rallonges doivent se conformer aux spécifications. [42, 1737, 544, 1752]
frequency-cell: X [892, 1196, 950, 1211]
warning-triangle-icon: ⚠ [10, 1570, 23, 1584]
procedure-cell: Vidange du réservoir d'air [563, 1226, 892, 1242]
warning-label: AVIS : [22, 1570, 58, 1584]
step-item: 1. S'assurer que le commutateur Auto/Arrêt (A) est en position OFF. [584, 139, 1097, 153]
step-item: 3. Saisir le tuyau et tirer pour s'assurer que le coupleur est bien en place. [32, 1005, 544, 1019]
table-row [563, 1272, 1097, 1287]
bullet-list [10, 1472, 544, 1570]
paragraph: Le corps de branchement rapide universel (E) accepte les trois styles de prises de branchement rapide les plus populaires : industrielle, automobile, et ARO. Il suffit tout simplement d'appuyer une seule fois pour connecter le corps de branchement rapide à la prise. [10, 498, 544, 540]
warning-triangle-icon: ⚠ [563, 1593, 575, 1607]
